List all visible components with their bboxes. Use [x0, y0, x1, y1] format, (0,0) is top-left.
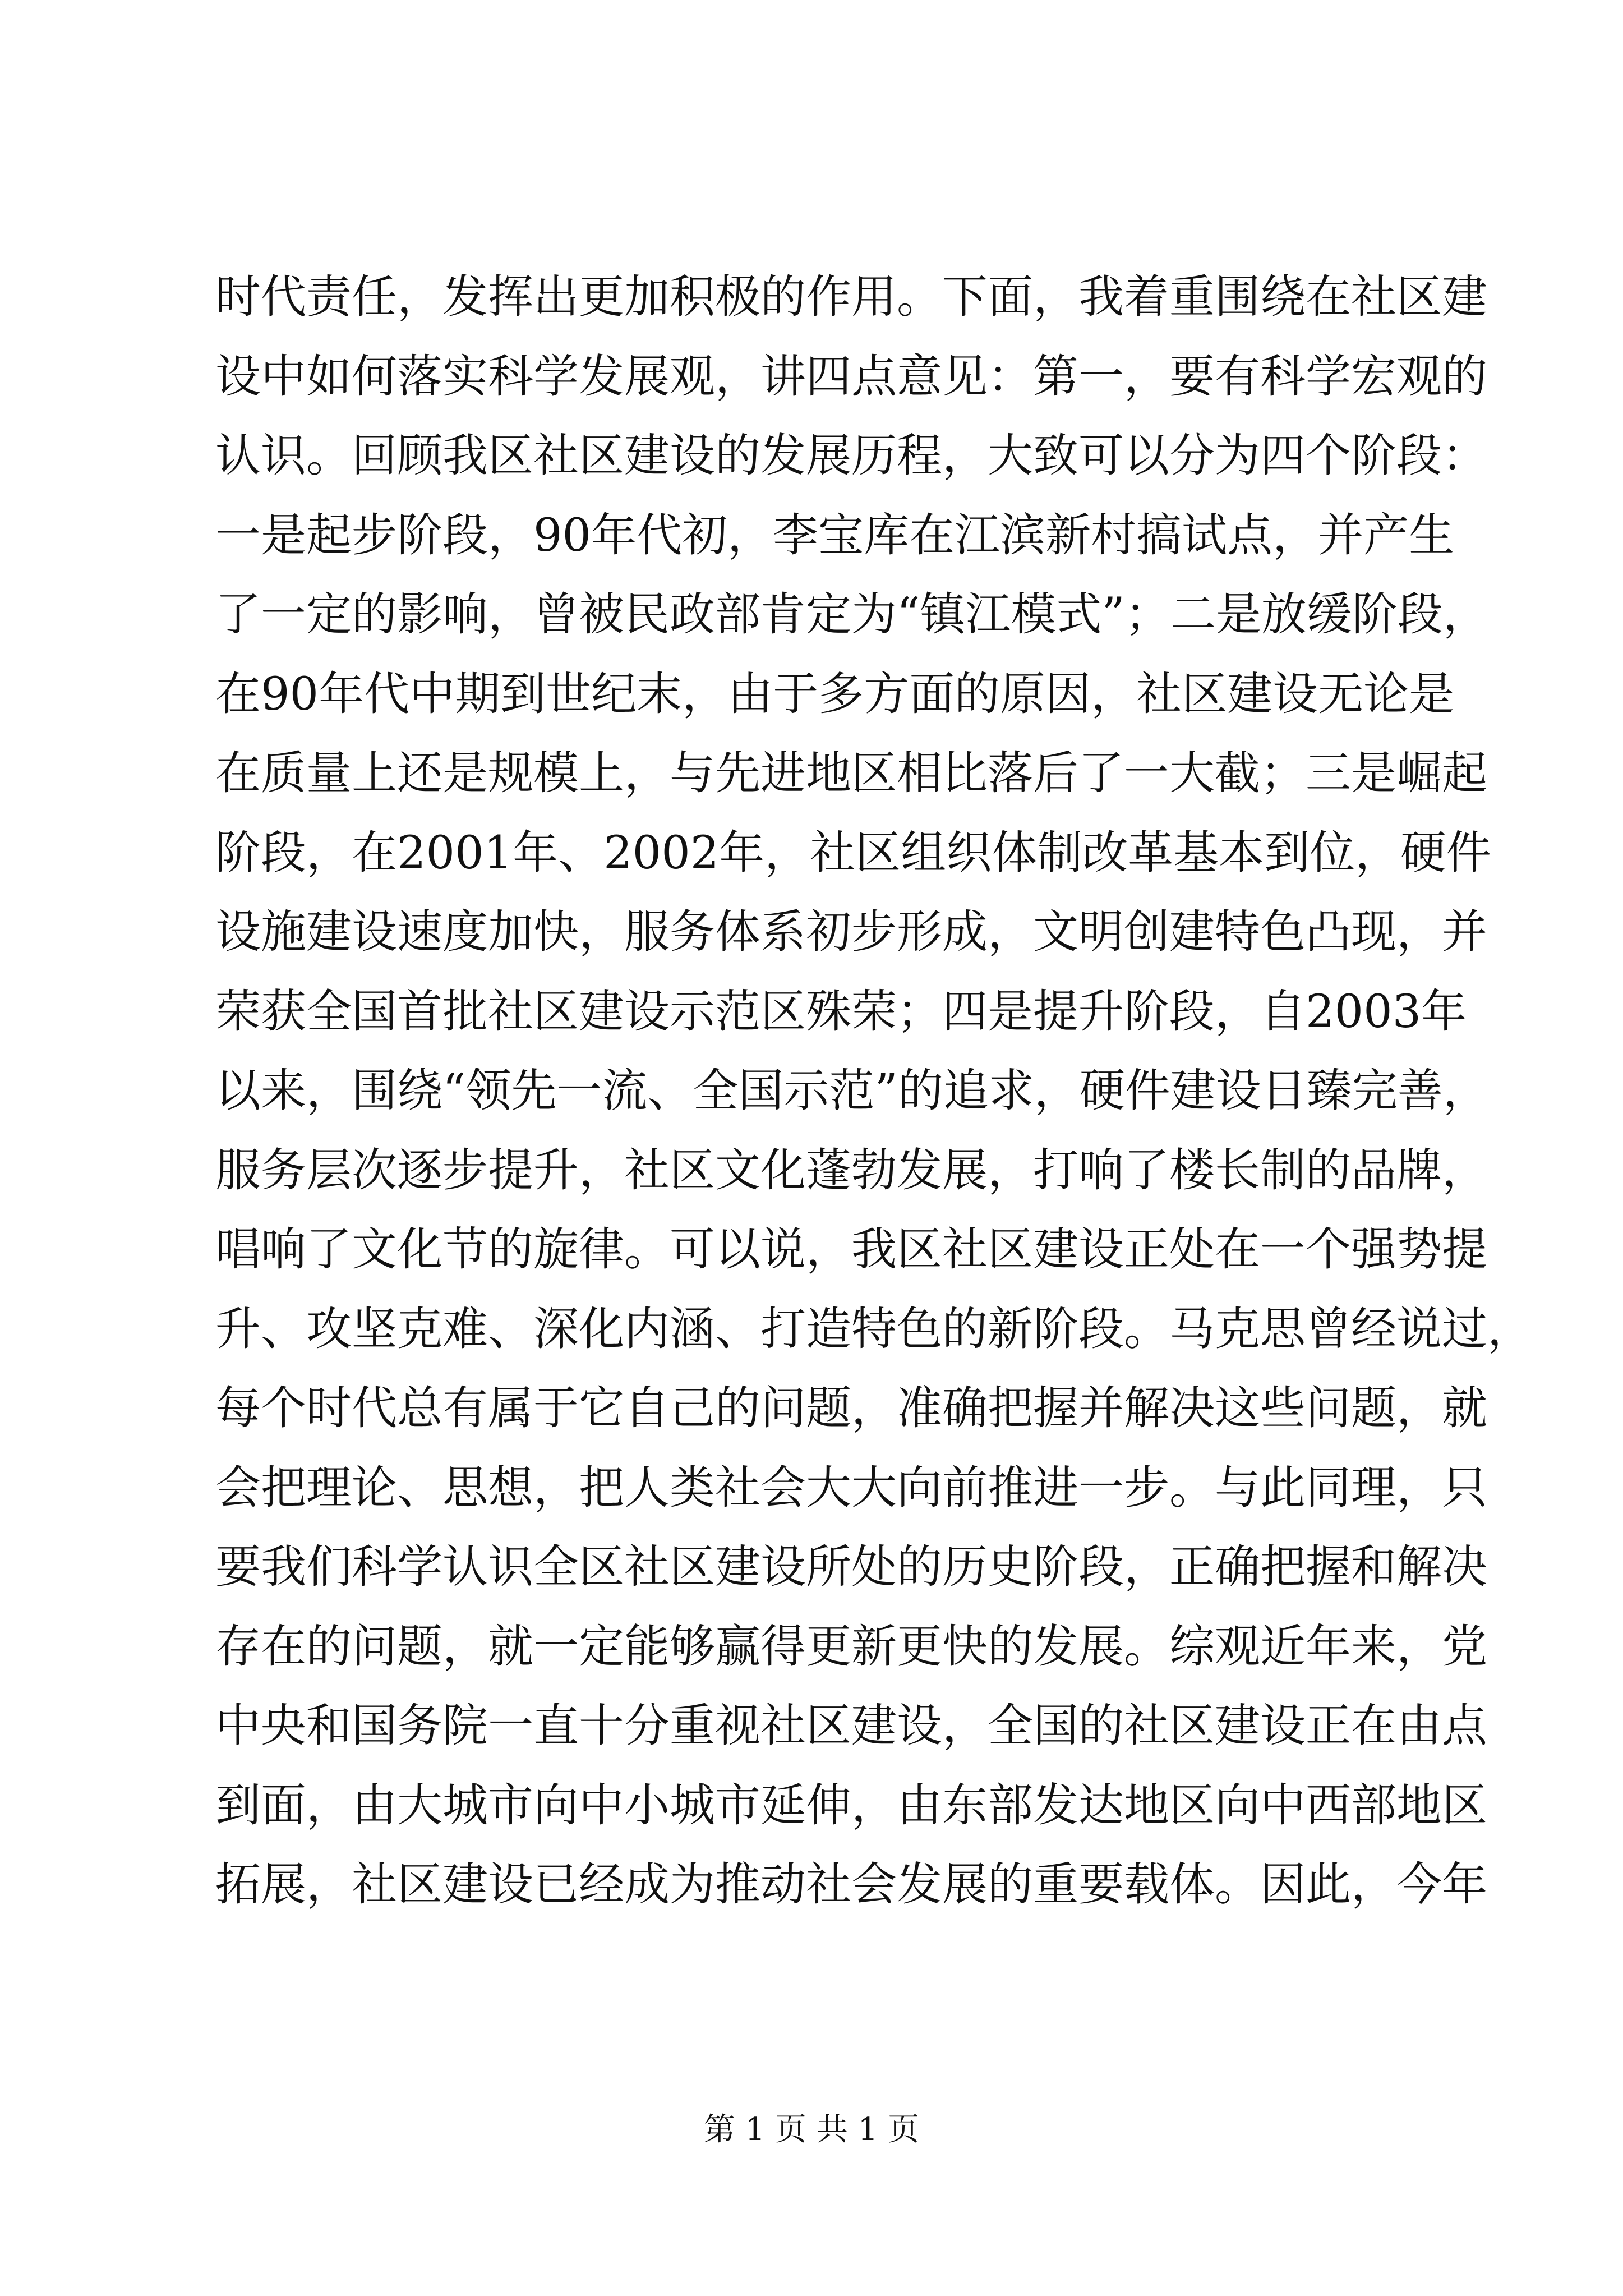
text-line: 在90年代中期到世纪末，由于多方面的原因，社区建设无论是 [215, 668, 1455, 721]
text-line: 唱响了文化节的旋律。可以说，我区社区建设正处在一个强势提 [215, 1223, 1488, 1276]
page-footer: 第 1 页 共 1 页 [703, 2111, 920, 2148]
text-line: 以来，围绕“领先一流、全国示范”的追求，硬件建设日臻完善， [215, 1065, 1488, 1117]
text-line: 拓展，社区建设已经成为推动社会发展的重要载体。因此，今年 [215, 1858, 1488, 1911]
text-line: 了一定的影响，曾被民政部肯定为“镇江模式”；二是放缓阶段， [215, 588, 1488, 641]
text-line: 服务层次逐步提升，社区文化蓬勃发展，打响了楼长制的品牌， [215, 1144, 1488, 1197]
text-line: 会把理论、思想，把人类社会大大向前推进一步。与此同理，只 [215, 1461, 1488, 1515]
text-line: 到面，由大城市向中小城市延伸，由东部发达地区向中西部地区 [215, 1779, 1488, 1832]
text-line: 中央和国务院一直十分重视社区建设，全国的社区建设正在由点 [215, 1700, 1488, 1752]
text-line: 每个时代总有属于它自己的问题，准确把握并解决这些问题，就 [215, 1382, 1488, 1435]
text-line: 荣获全国首批社区建设示范区殊荣；四是提升阶段，自2003年 [215, 985, 1467, 1038]
text-line: 存在的问题，就一定能够赢得更新更快的发展。综观近年来，党 [215, 1620, 1488, 1673]
text-line: 在质量上还是规模上，与先进地区相比落后了一大截；三是崛起 [215, 747, 1488, 800]
text-line: 设施建设速度加快，服务体系初步形成，文明创建特色凸现，并 [215, 906, 1488, 959]
text-line: 升、攻坚克难、深化内涵、打造特色的新阶段。马克思曾经说过， [215, 1303, 1533, 1356]
text-line: 认识。回顾我区社区建设的发展历程，大致可以分为四个阶段： [215, 430, 1488, 482]
text-line: 时代责任，发挥出更加积极的作用。下面，我着重围绕在社区建 [215, 271, 1488, 324]
text-line: 一是起步阶段，90年代初，李宝库在江滨新村搞试点，并产生 [215, 509, 1455, 562]
text-line: 阶段，在2001年、2002年，社区组织体制改革基本到位，硬件 [215, 826, 1492, 880]
text-line: 要我们科学认识全区社区建设所处的历史阶段，正确把握和解决 [215, 1541, 1488, 1594]
text-line: 设中如何落实科学发展观，讲四点意见：第一，要有科学宏观的 [215, 350, 1488, 403]
body-text [215, 258, 1533, 1925]
